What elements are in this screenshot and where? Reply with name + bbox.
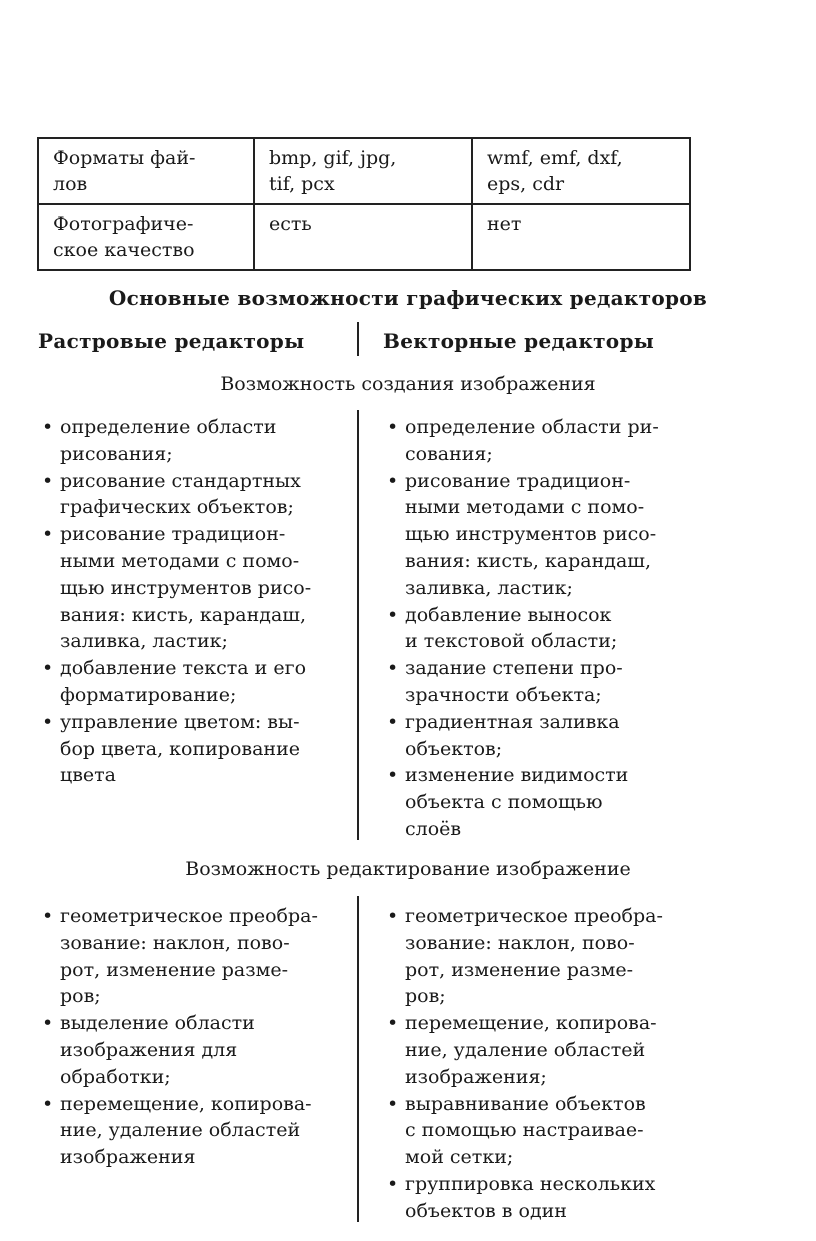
main-title: Основные возможности графических редакторов xyxy=(108,286,708,310)
table-row xyxy=(38,204,690,270)
cell-text: Форматы фай- лов xyxy=(53,147,196,195)
list-item: • добавление текста и его форматирование; xyxy=(38,655,348,709)
list-item: • геометрическое преобра- зование: наклон, пово- рот, изменение разме- ров; xyxy=(383,903,703,1010)
section-title-creation: Возможность создания изображения xyxy=(220,373,596,395)
section-title-editing: Возможность редактирование изображение xyxy=(185,858,631,880)
vector-column-header: Векторные редакторы xyxy=(383,329,655,353)
list-item: • рисование традицион- ными методами с помо- щью инструментов рисо- вания: кисть, карандаш, заливка, ластик; xyxy=(38,521,348,655)
column-divider xyxy=(357,322,359,356)
cell-text: Фотографиче- ское качество xyxy=(53,213,195,261)
list-item: • определение области рисования; xyxy=(38,414,348,468)
list-item: • выделение области изображения для обработки; xyxy=(38,1010,348,1090)
table-cell-vector xyxy=(472,138,690,204)
vector-creation-list xyxy=(383,414,703,843)
list-item: • добавление выносок и текстовой области; xyxy=(383,602,703,656)
list-item: • рисование традицион- ными методами с помо- щью инструментов рисо- вания: кисть, карандаш, заливка, ластик; xyxy=(383,468,703,602)
cell-text: wmf, emf, dxf, eps, cdr xyxy=(487,147,623,195)
list-item: • градиентная заливка объектов; xyxy=(383,709,703,763)
list-item: • геометрическое преобра- зование: наклон, пово- рот, изменение разме- ров; xyxy=(38,903,348,1010)
list-item: • рисование стандартных графических объектов; xyxy=(38,468,348,522)
vector-editing-list xyxy=(383,903,703,1225)
column-divider xyxy=(357,896,359,1222)
cell-text: нет xyxy=(487,213,522,235)
column-divider xyxy=(357,410,359,840)
cell-text: есть xyxy=(269,213,312,235)
list-item: • группировка нескольких объектов в один xyxy=(383,1171,703,1225)
list-item: • перемещение, копирова- ние, удаление областей изображения xyxy=(38,1091,348,1171)
raster-column-header: Растровые редакторы xyxy=(38,329,305,353)
table-row xyxy=(38,138,690,204)
cell-text: bmp, gif, jpg, tif, pcx xyxy=(269,147,397,195)
list-item: • управление цветом: вы- бор цвета, копирование цвета xyxy=(38,709,348,789)
list-item: • определение области ри- сования; xyxy=(383,414,703,468)
table-cell-raster xyxy=(254,138,472,204)
formats-table xyxy=(37,137,691,271)
table-cell-raster xyxy=(254,204,472,270)
list-item: • перемещение, копирова- ние, удаление областей изображения; xyxy=(383,1010,703,1090)
raster-editing-list xyxy=(38,903,348,1171)
raster-creation-list xyxy=(38,414,348,789)
table-cell-label xyxy=(38,138,254,204)
list-item: • изменение видимости объекта с помощью слоёв xyxy=(383,762,703,842)
list-item: • задание степени про- зрачности объекта; xyxy=(383,655,703,709)
table-cell-vector xyxy=(472,204,690,270)
list-item: • выравнивание объектов с помощью настраивае- мой сетки; xyxy=(383,1091,703,1171)
table-cell-label xyxy=(38,204,254,270)
